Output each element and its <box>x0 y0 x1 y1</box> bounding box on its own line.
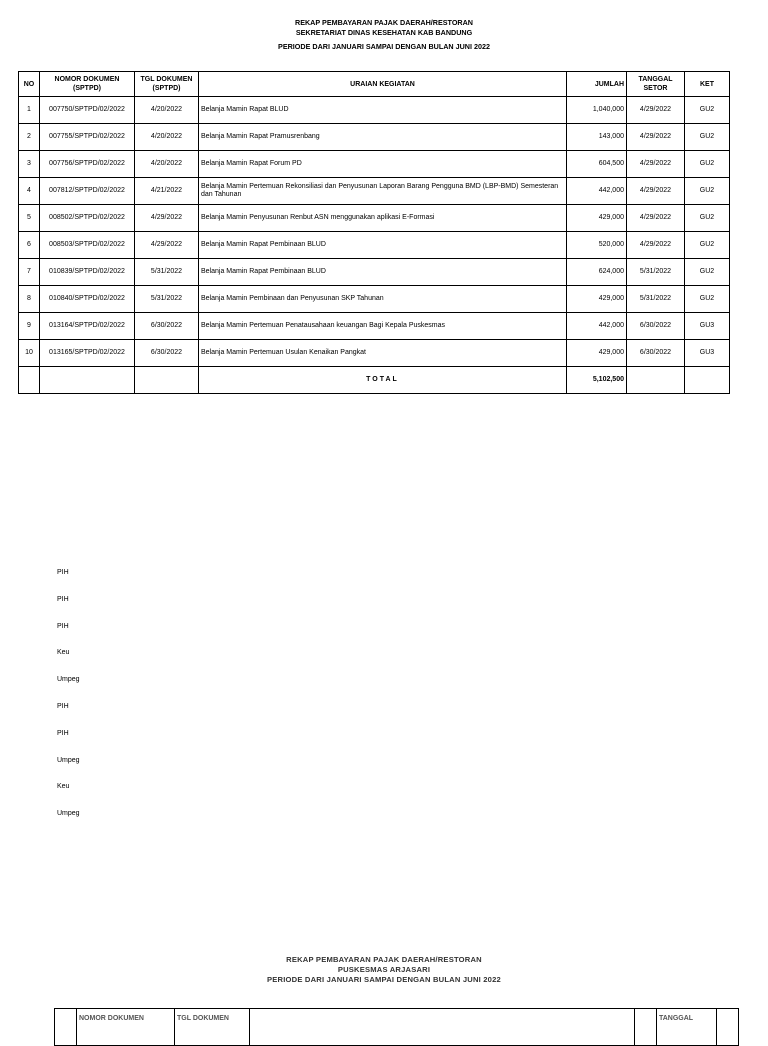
note-item: Keu <box>57 783 70 791</box>
header2-period: PERIODE DARI JANUARI SAMPAI DENGAN BULAN JUNI 2022 <box>267 975 501 984</box>
note-item: PIH <box>57 702 69 710</box>
cell-jumlah: 429,000 <box>567 205 627 232</box>
cell-ket: GU2 <box>685 205 730 232</box>
cell-nomor-dokumen: 013164/SPTPD/02/2022 <box>40 313 135 340</box>
cell-tanggal-setor: 6/30/2022 <box>627 340 685 367</box>
table-row <box>19 124 730 151</box>
note-item: Keu <box>57 649 70 657</box>
cell-tgl-dokumen: 4/21/2022 <box>135 178 199 205</box>
cell-jumlah: 1,040,000 <box>567 97 627 124</box>
cell-tanggal-setor: 6/30/2022 <box>627 313 685 340</box>
cell-jumlah: 143,000 <box>567 124 627 151</box>
total-empty-cell <box>19 367 40 394</box>
cell-tgl-dokumen: 4/20/2022 <box>135 97 199 124</box>
cell-uraian: Belanja Mamin Pertemuan Usulan Kenaikan Pangkat <box>199 340 567 367</box>
total-row <box>19 367 730 394</box>
second-col-tgl-dokumen: TGL DOKUMEN <box>175 1009 250 1046</box>
cell-uraian: Belanja Mamin Rapat Pembinaan BLUD <box>199 232 567 259</box>
cell-nomor-dokumen: 010840/SPTPD/02/2022 <box>40 286 135 313</box>
total-label: TOTAL <box>199 367 567 394</box>
cell-no: 10 <box>19 340 40 367</box>
cell-uraian: Belanja Mamin Pertemuan Penatausahaan keuangan Bagi Kepala Puskesmas <box>199 313 567 340</box>
document-header <box>0 18 768 52</box>
cell-no: 2 <box>19 124 40 151</box>
cell-jumlah: 429,000 <box>567 340 627 367</box>
cell-uraian: Belanja Mamin Rapat BLUD <box>199 97 567 124</box>
cell-ket: GU2 <box>685 286 730 313</box>
second-table-partial <box>54 1008 739 1046</box>
table-row <box>19 151 730 178</box>
total-empty-cell <box>40 367 135 394</box>
second-col-ket <box>717 1009 739 1046</box>
table-row <box>19 340 730 367</box>
cell-ket: GU2 <box>685 151 730 178</box>
header-subtitle: SEKRETARIAT DINAS KESEHATAN KAB BANDUNG <box>295 28 473 37</box>
cell-uraian: Belanja Mamin Rapat Pembinaan BLUD <box>199 259 567 286</box>
cell-no: 8 <box>19 286 40 313</box>
note-item: PIH <box>57 595 69 603</box>
cell-tanggal-setor: 4/29/2022 <box>627 205 685 232</box>
col-header-no: NO <box>19 72 40 97</box>
cell-tanggal-setor: 5/31/2022 <box>627 259 685 286</box>
cell-uraian: Belanja Mamin Penyusunan Renbut ASN menggunakan aplikasi E-Formasi <box>199 205 567 232</box>
rekap-table <box>18 71 730 394</box>
note-item: Umpeg <box>57 756 80 764</box>
col-header-ket: KET <box>685 72 730 97</box>
col-header-nomor-dokumen: NOMOR DOKUMEN (SPTPD) <box>40 72 135 97</box>
total-empty-cell <box>685 367 730 394</box>
cell-no: 1 <box>19 97 40 124</box>
col-header-uraian: URAIAN KEGIATAN <box>199 72 567 97</box>
cell-jumlah: 520,000 <box>567 232 627 259</box>
note-item: PIH <box>57 729 69 737</box>
cell-tanggal-setor: 4/29/2022 <box>627 151 685 178</box>
second-col-no <box>55 1009 77 1046</box>
cell-ket: GU3 <box>685 313 730 340</box>
second-col-nomor-dokumen: NOMOR DOKUMEN <box>77 1009 175 1046</box>
cell-nomor-dokumen: 008502/SPTPD/02/2022 <box>40 205 135 232</box>
cell-no: 6 <box>19 232 40 259</box>
table-row <box>19 178 730 205</box>
cell-jumlah: 442,000 <box>567 313 627 340</box>
cell-no: 5 <box>19 205 40 232</box>
table-row <box>19 205 730 232</box>
cell-tgl-dokumen: 4/20/2022 <box>135 151 199 178</box>
cell-tanggal-setor: 4/29/2022 <box>627 97 685 124</box>
cell-nomor-dokumen: 010839/SPTPD/02/2022 <box>40 259 135 286</box>
note-item: Umpeg <box>57 676 80 684</box>
second-col-tanggal: TANGGAL <box>657 1009 717 1046</box>
table-row <box>19 286 730 313</box>
cell-ket: GU3 <box>685 340 730 367</box>
cell-tgl-dokumen: 4/20/2022 <box>135 124 199 151</box>
note-item: PIH <box>57 622 69 630</box>
total-empty-cell <box>135 367 199 394</box>
cell-nomor-dokumen: 007755/SPTPD/02/2022 <box>40 124 135 151</box>
table-header-row <box>19 72 730 97</box>
note-item: PIH <box>57 569 69 576</box>
table-row <box>19 313 730 340</box>
cell-uraian: Belanja Mamin Rapat Pramusrenbang <box>199 124 567 151</box>
cell-nomor-dokumen: 007812/SPTPD/02/2022 <box>40 178 135 205</box>
cell-tanggal-setor: 4/29/2022 <box>627 178 685 205</box>
cell-nomor-dokumen: 007750/SPTPD/02/2022 <box>40 97 135 124</box>
cell-jumlah: 429,000 <box>567 286 627 313</box>
table-body <box>19 97 730 367</box>
cell-no: 7 <box>19 259 40 286</box>
cell-ket: GU2 <box>685 232 730 259</box>
second-table-header-row <box>55 1009 739 1046</box>
cell-nomor-dokumen: 013165/SPTPD/02/2022 <box>40 340 135 367</box>
cell-tgl-dokumen: 6/30/2022 <box>135 340 199 367</box>
total-empty-cell <box>627 367 685 394</box>
cell-tanggal-setor: 4/29/2022 <box>627 232 685 259</box>
cell-jumlah: 442,000 <box>567 178 627 205</box>
cell-tanggal-setor: 5/31/2022 <box>627 286 685 313</box>
cell-tgl-dokumen: 4/29/2022 <box>135 232 199 259</box>
col-header-jumlah: JUMLAH <box>567 72 627 97</box>
header2-subtitle: PUSKESMAS ARJASARI <box>337 965 431 974</box>
total-value: 5,102,500 <box>567 367 627 394</box>
note-item: Umpeg <box>57 810 80 818</box>
cell-ket: GU2 <box>685 259 730 286</box>
header2-title: REKAP PEMBAYARAN PAJAK DAERAH/RESTORAN <box>286 955 482 964</box>
cell-uraian: Belanja Mamin Rapat Forum PD <box>199 151 567 178</box>
cell-tgl-dokumen: 4/29/2022 <box>135 205 199 232</box>
cell-ket: GU2 <box>685 97 730 124</box>
cell-tgl-dokumen: 5/31/2022 <box>135 286 199 313</box>
cell-jumlah: 624,000 <box>567 259 627 286</box>
cell-tgl-dokumen: 5/31/2022 <box>135 259 199 286</box>
header-title: REKAP PEMBAYARAN PAJAK DAERAH/RESTORAN <box>295 18 473 27</box>
cell-no: 9 <box>19 313 40 340</box>
cell-no: 4 <box>19 178 40 205</box>
cell-nomor-dokumen: 008503/SPTPD/02/2022 <box>40 232 135 259</box>
header-period: PERIODE DARI JANUARI SAMPAI DENGAN BULAN JUNI 2022 <box>278 42 490 51</box>
cell-uraian: Belanja Mamin Pertemuan Rekonsiliasi dan Penyusunan Laporan Barang Pengguna BMD (LBP-BMD) Semesteran dan Tahunan <box>199 178 567 205</box>
table-row <box>19 259 730 286</box>
cell-uraian: Belanja Mamin Pembinaan dan Penyusunan SKP Tahunan <box>199 286 567 313</box>
col-header-tanggal-setor: TANGGAL SETOR <box>627 72 685 97</box>
notes-list <box>57 567 80 835</box>
second-document-header <box>0 955 768 985</box>
cell-ket: GU2 <box>685 178 730 205</box>
cell-ket: GU2 <box>685 124 730 151</box>
table-row <box>19 97 730 124</box>
cell-tanggal-setor: 4/29/2022 <box>627 124 685 151</box>
cell-tgl-dokumen: 6/30/2022 <box>135 313 199 340</box>
cell-nomor-dokumen: 007756/SPTPD/02/2022 <box>40 151 135 178</box>
col-header-tgl-dokumen: TGL DOKUMEN (SPTPD) <box>135 72 199 97</box>
second-col-jumlah <box>635 1009 657 1046</box>
cell-no: 3 <box>19 151 40 178</box>
cell-jumlah: 604,500 <box>567 151 627 178</box>
second-col-uraian <box>250 1009 635 1046</box>
table-row <box>19 232 730 259</box>
